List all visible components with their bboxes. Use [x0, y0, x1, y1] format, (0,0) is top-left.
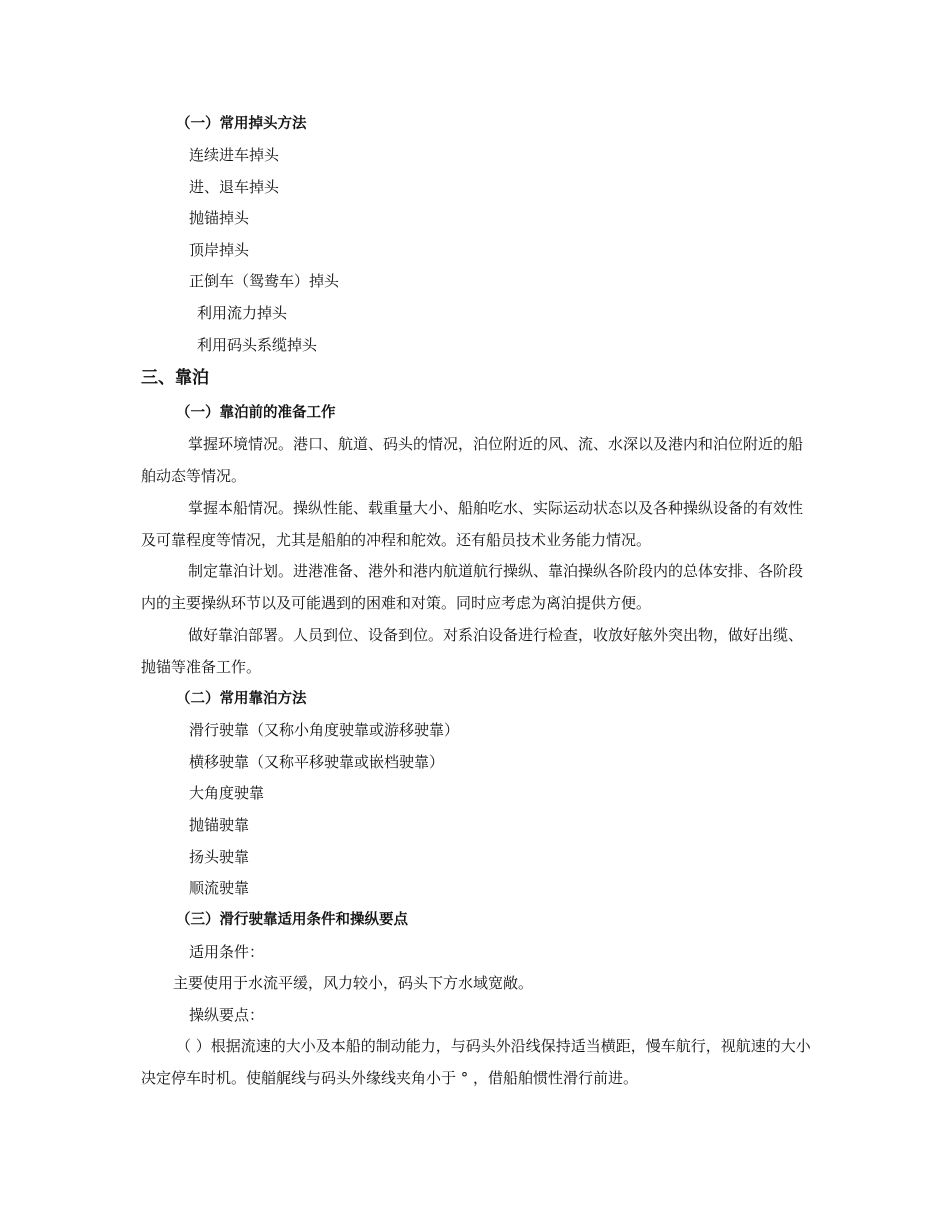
section-glide-heading: （三）滑行驶靠适用条件和操纵要点: [176, 912, 408, 928]
list-item: 进、退车掉头: [189, 178, 280, 196]
list-item: 大角度驶靠: [189, 784, 265, 802]
paragraph: 掌握本船情况。操纵性能、载重量大小、船舶吃水、实际运动状态以及各种操纵设备的有效性及可靠程度等情况，尤其是船舶的冲程和舵效。还有船员技术业务能力情况。: [141, 499, 804, 549]
list-item: 抛锚掉头: [189, 209, 250, 227]
list-item: 滑行驶靠（又称小角度驶靠或游移驶靠）: [189, 721, 460, 739]
paragraph: 做好靠泊部署。人员到位、设备到位。对系泊设备进行检查，收放好舷外突出物，做好出缆、抛锚等准备工作。: [141, 626, 804, 676]
section-turning-methods-heading: （一）常用掉头方法: [176, 116, 307, 132]
list-item: 连续进车掉头: [189, 146, 280, 164]
conditions-label: 适用条件：: [189, 943, 265, 961]
list-item: 顶岸掉头: [189, 241, 250, 259]
list-item: 正倒车（鸳鸯车）掉头: [189, 272, 340, 290]
list-item: 抛锚驶靠: [189, 816, 250, 834]
list-item: 扬头驶靠: [189, 848, 250, 866]
key-points-label: 操纵要点：: [189, 1006, 265, 1024]
list-item: 横移驶靠（又称平移驶靠或嵌档驶靠）: [189, 753, 445, 771]
list-item: 利用码头系缆掉头: [197, 336, 318, 354]
paragraph: 制定靠泊计划。进港准备、港外和港内航道航行操纵、靠泊操纵各阶段内的总体安排、各阶段内的主要操纵环节以及可能遇到的困难和对策。同时应考虑为离泊提供方便。: [141, 562, 804, 612]
conditions-text: 主要使用于水流平缓，风力较小，码头下方水域宽敞。: [173, 974, 534, 992]
section-berthing-title: 三、靠泊: [141, 368, 209, 388]
list-item: 利用流力掉头: [197, 304, 288, 322]
key-point-paragraph: （ ）根据流速的大小及本船的制动能力，与码头外沿线保持适当横距，慢车航行，视航速的大小决定停车时机。使艏艉线与码头外缘线夹角小于 ° ，借船舶惯性滑行前进。: [141, 1037, 811, 1087]
section-prep-heading: （一）靠泊前的准备工作: [176, 405, 336, 421]
section-methods-heading: （二）常用靠泊方法: [176, 691, 307, 707]
list-item: 顺流驶靠: [189, 879, 250, 897]
paragraph: 掌握环境情况。港口、航道、码头的情况，泊位附近的风、流、水深以及港内和泊位附近的船舶动态等情况。: [141, 435, 804, 485]
